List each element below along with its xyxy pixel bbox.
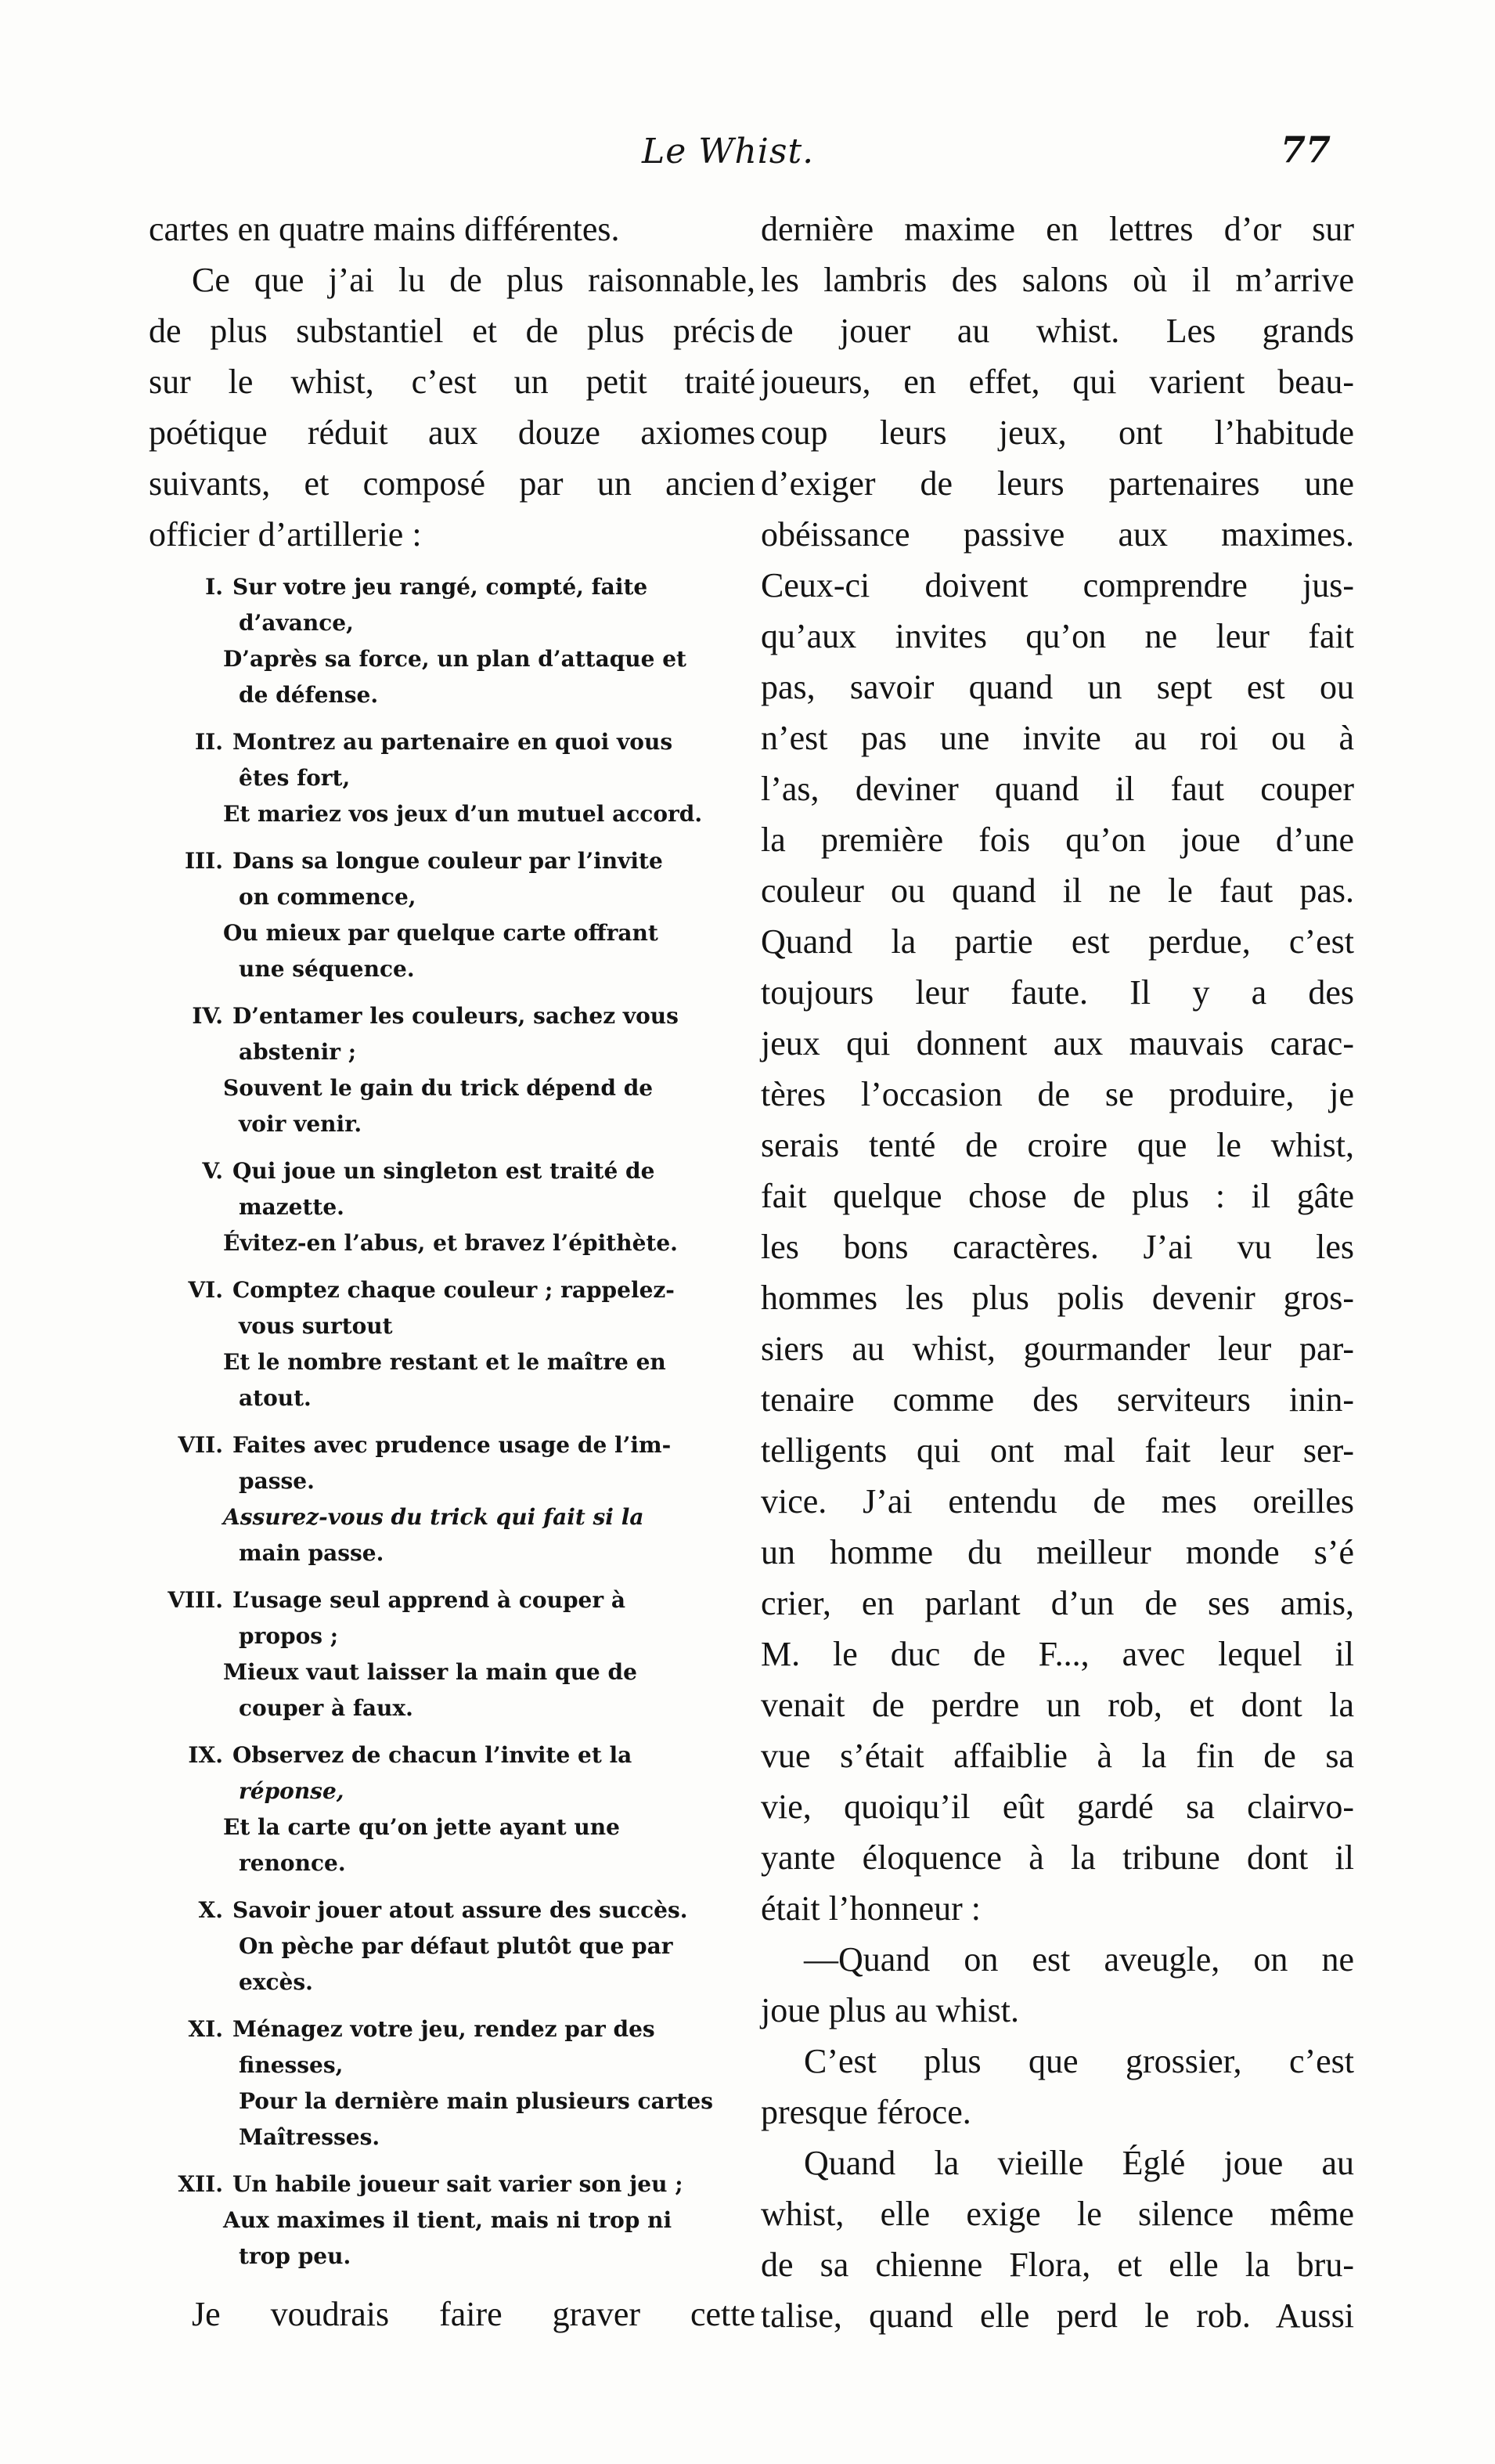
axiom-line: Mieux vaut laisser la main que de [223, 1659, 637, 1685]
axiom-numeral: V. [202, 1158, 223, 1184]
right-column [761, 204, 1354, 2341]
text-line: vice. J’ai entendu de mes oreilles [761, 1482, 1354, 1521]
axiom-numeral: I. [205, 574, 223, 600]
paragraph-remark [761, 2036, 1354, 2138]
text-line: officier d’artillerie : [149, 515, 422, 554]
text-line: n’est pas une invite au roi ou à [761, 719, 1354, 757]
axiom-numeral: IX. [188, 1742, 223, 1768]
axiom-line: Maîtresses. [239, 2124, 380, 2150]
axiom-line: Ou mieux par quelque carte offrant [223, 920, 658, 946]
axiom-line: abstenir ; [239, 1039, 357, 1065]
text-line: talise, quand elle perd le rob. Aussi [761, 2296, 1354, 2335]
text-line: de jouer au whist. Les grands [761, 312, 1354, 350]
text-line: Je voudrais faire graver cette [192, 2295, 755, 2333]
text-line: serais tenté de croire que le whist, [761, 1126, 1354, 1164]
text-line: pas, savoir quand un sept est ou [761, 668, 1354, 706]
axiom-numeral: XI. [188, 2016, 223, 2042]
page-number: 77 [1281, 128, 1331, 171]
text-line: joueurs, en effet, qui varient beau- [761, 363, 1354, 401]
text-line: presque féroce. [761, 2093, 971, 2131]
axiom-line: on commence, [239, 884, 416, 910]
text-line: sur le whist, c’est un petit traité [149, 363, 755, 401]
axiom-line: d’avance, [239, 610, 354, 636]
axiom-line: Savoir jouer atout assure des succès. [232, 1897, 688, 1923]
text-line: qu’aux invites qu’on ne leur fait [761, 617, 1354, 655]
axiom-item [149, 1582, 755, 1726]
axiom-numeral: XII. [178, 2171, 223, 2197]
text-line: cartes en quatre mains différentes. [149, 210, 620, 248]
axiom-line: Et mariez vos jeux d’un mutuel accord. [223, 801, 703, 827]
text-line: M. le duc de F..., avec lequel il [761, 1635, 1354, 1673]
axiom-item [149, 1153, 755, 1261]
axiom-item [149, 2011, 755, 2156]
paragraph-closing [149, 2289, 755, 2340]
axiom-item [149, 1272, 755, 1416]
axiom-line: réponse, [239, 1778, 344, 1804]
axiom-line: renonce. [239, 1850, 346, 1876]
text-line: hommes les plus polis devenir gros- [761, 1279, 1354, 1317]
text-line: C’est plus que grossier, c’est [804, 2042, 1354, 2080]
text-line: —Quand on est aveugle, on ne [804, 1940, 1354, 1979]
axiom-line: Comptez chaque couleur ; rappelez- [232, 1277, 675, 1303]
text-line: tères l’occasion de se produire, je [761, 1075, 1354, 1113]
axiom-item [149, 1892, 755, 2000]
text-line: dernière maxime en lettres d’or sur [761, 210, 1354, 248]
text-line: de sa chienne Flora, et elle la bru- [761, 2246, 1354, 2284]
axiom-item [149, 1737, 755, 1881]
axiom-line: Montrez au partenaire en quoi vous [232, 729, 673, 755]
text-line: un homme du meilleur monde s’é [761, 1533, 1354, 1571]
running-header-title: Le Whist. [642, 132, 815, 171]
text-line: obéissance passive aux maximes. [761, 515, 1354, 554]
text-line: Ce que j’ai lu de plus raisonnable, [192, 261, 755, 299]
text-line: tenaire comme des serviteurs inin- [761, 1380, 1354, 1419]
axiom-line: D’entamer les couleurs, sachez vous [232, 1003, 679, 1029]
axiom-numeral: VI. [188, 1277, 223, 1303]
axiom-item [149, 569, 755, 713]
text-line: jeux qui donnent aux mauvais carac- [761, 1024, 1354, 1062]
axiom-list [149, 569, 755, 2275]
axiom-line: L’usage seul apprend à couper à [232, 1587, 626, 1613]
text-line: couleur ou quand il ne le faut pas. [761, 871, 1354, 910]
axiom-line: êtes fort, [239, 765, 351, 791]
text-line: telligents qui ont mal fait leur ser- [761, 1431, 1354, 1470]
axiom-numeral: VIII. [168, 1587, 223, 1613]
text-line: poétique réduit aux douze axiomes [149, 413, 755, 452]
text-line: d’exiger de leurs partenaires une [761, 464, 1354, 503]
text-line: vue s’était affaiblie à la fin de sa [761, 1737, 1354, 1775]
axiom-line: Assurez-vous du trick qui fait si la [223, 1504, 644, 1530]
axiom-line: Ménagez votre jeu, rendez par des [232, 2016, 655, 2042]
text-line: crier, en parlant d’un de ses amis, [761, 1584, 1354, 1622]
axiom-line: Un habile joueur sait varier son jeu ; [232, 2171, 683, 2197]
text-line: whist, elle exige le silence même [761, 2195, 1354, 2233]
text-line: les lambris des salons où il m’arrive [761, 261, 1354, 299]
axiom-line: Et le nombre restant et le maître en [223, 1349, 666, 1375]
axiom-line: excès. [239, 1969, 313, 1995]
axiom-line: voir venir. [239, 1111, 362, 1137]
text-line: était l’honneur : [761, 1889, 982, 1928]
paragraph-main [761, 204, 1354, 1934]
text-line: joue plus au whist. [761, 1991, 1019, 2029]
axiom-line: Qui joue un singleton est traité de [232, 1158, 655, 1184]
text-line: de plus substantiel et de plus précis [149, 312, 755, 350]
axiom-numeral: IV. [192, 1003, 223, 1029]
left-column [149, 204, 755, 2340]
axiom-line: On pèche par défaut plutôt que par [239, 1933, 673, 1959]
text-line: fait quelque chose de plus : il gâte [761, 1177, 1354, 1215]
paragraph-quote [761, 1934, 1354, 2036]
axiom-line: mazette. [239, 1194, 344, 1220]
text-line: siers au whist, gourmander leur par- [761, 1329, 1354, 1368]
paragraph-intro [149, 254, 755, 560]
axiom-line: Sur votre jeu rangé, compté, faite [232, 574, 648, 600]
axiom-line: Faites avec prudence usage de l’im- [232, 1432, 672, 1458]
paragraph-continuation [149, 204, 755, 254]
axiom-line: Aux maximes il tient, mais ni trop ni [223, 2207, 672, 2233]
axiom-line: Observez de chacun l’invite et la [232, 1742, 632, 1768]
text-line: venait de perdre un rob, et dont la [761, 1686, 1354, 1724]
axiom-line: Et la carte qu’on jette ayant une [223, 1814, 620, 1840]
axiom-line: de défense. [239, 682, 379, 708]
axiom-item [149, 724, 755, 832]
axiom-line: D’après sa force, un plan d’attaque et [223, 646, 686, 672]
axiom-line: propos ; [239, 1623, 339, 1649]
text-line: yante éloquence à la tribune dont il [761, 1838, 1354, 1877]
axiom-item [149, 843, 755, 987]
axiom-line: Pour la dernière main plusieurs cartes [239, 2088, 714, 2114]
axiom-line: Évitez-en l’abus, et bravez l’épithète. [223, 1230, 678, 1256]
axiom-numeral: II. [195, 729, 223, 755]
axiom-line: Souvent le gain du trick dépend de [223, 1075, 654, 1101]
axiom-line: finesses, [239, 2052, 344, 2078]
axiom-numeral: VII. [178, 1432, 223, 1458]
text-line: la première fois qu’on joue d’une [761, 821, 1354, 859]
axiom-line: vous surtout [239, 1313, 393, 1339]
axiom-line: main passe. [239, 1540, 384, 1566]
axiom-numeral: III. [184, 848, 223, 874]
axiom-line: trop peu. [239, 2243, 351, 2269]
axiom-item [149, 998, 755, 1142]
text-line: coup leurs jeux, ont l’habitude [761, 413, 1354, 452]
axiom-numeral: X. [198, 1897, 223, 1923]
axiom-line: Dans sa longue couleur par l’invite [232, 848, 663, 874]
axiom-line: passe. [239, 1468, 315, 1494]
text-line: Ceux-ci doivent comprendre jus- [761, 566, 1354, 604]
axiom-line: couper à faux. [239, 1695, 413, 1721]
axiom-item [149, 2166, 755, 2275]
text-line: Quand la vieille Églé joue au [804, 2144, 1354, 2182]
text-line: les bons caractères. J’ai vu les [761, 1228, 1354, 1266]
axiom-line: une séquence. [239, 956, 415, 982]
axiom-line: atout. [239, 1385, 312, 1411]
text-line: vie, quoiqu’il eût gardé sa clairvo- [761, 1788, 1354, 1826]
text-line: l’as, deviner quand il faut couper [761, 770, 1354, 808]
text-line: suivants, et composé par un ancien [149, 464, 755, 503]
paragraph-egle [761, 2138, 1354, 2341]
axiom-item [149, 1427, 755, 1571]
text-line: Quand la partie est perdue, c’est [761, 922, 1354, 961]
text-line: toujours leur faute. Il y a des [761, 973, 1354, 1012]
